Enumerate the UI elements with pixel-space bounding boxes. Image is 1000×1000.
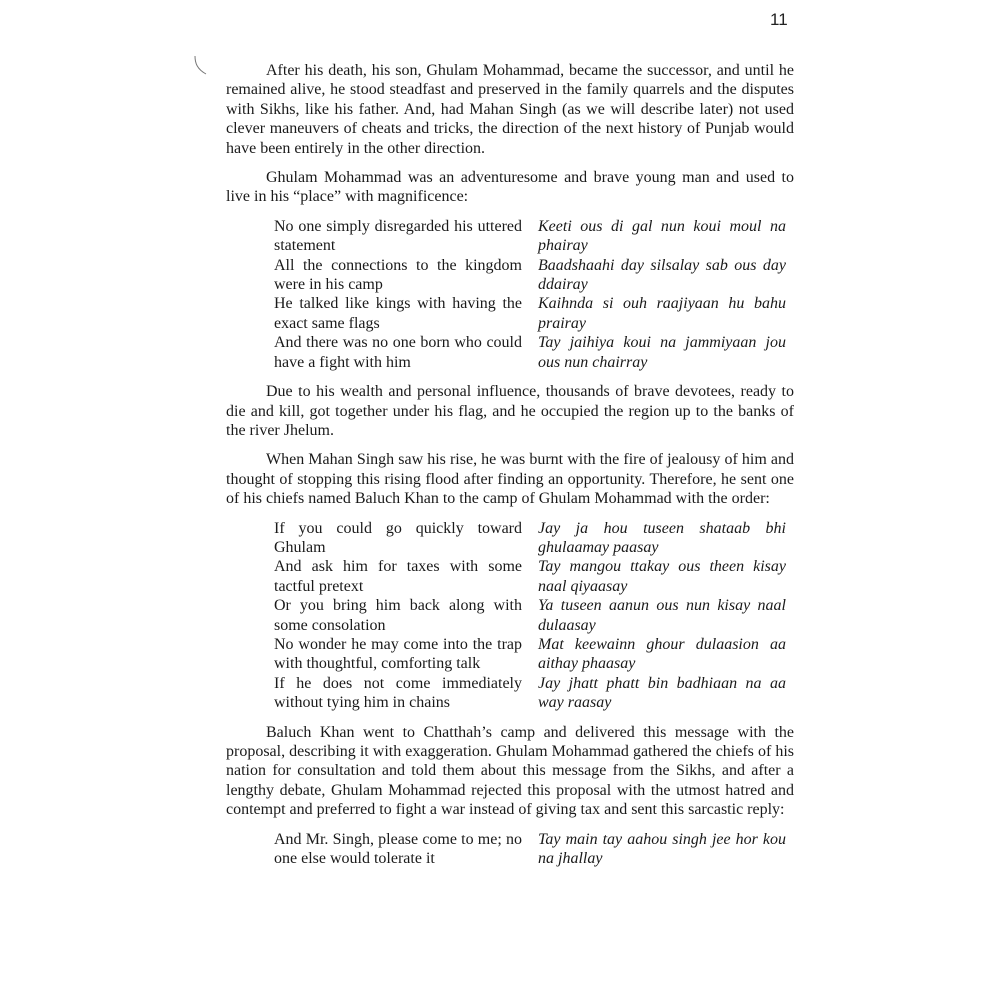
verse-punjabi: Mat keewainn ghour dulaasion aa aithay phaasay	[538, 635, 786, 673]
paragraph-ghulam-magnificence: Ghulam Mohammad was an adventuresome and brave young man and used to live in his “place” with magnificence:	[226, 169, 794, 206]
verse-english: If you could go quickly toward Ghulam	[274, 519, 522, 556]
verse-block-magnificence	[274, 217, 786, 372]
verse-english: No wonder he may come into the trap with thoughtful, comforting talk	[274, 635, 522, 673]
paragraph-devotees: Due to his wealth and personal influence, thousands of brave devotees, ready to die and kill, got together under his flag, and he occupied the region up to the banks of the river Jhelum.	[226, 383, 794, 439]
verse-row	[274, 635, 786, 674]
margin-pencil-mark	[193, 55, 209, 77]
verse-english: Or you bring him back along with some consolation	[274, 597, 522, 634]
verse-english: No one simply disregarded his uttered statement	[274, 217, 522, 255]
verse-punjabi: Tay mangou ttakay ous theen kisay naal qiyaasay	[538, 558, 786, 595]
paragraph-mahan-singh-jealousy: When Mahan Singh saw his rise, he was burnt with the fire of jealousy of him and thought of stopping this rising flood after finding an opportunity. Therefore, he sent one of his chiefs named Baluch Khan to the camp of Ghulam Mohammad with the order:	[226, 451, 794, 508]
verse-punjabi: Kaihnda si ouh raajiyaan hu bahu prairay	[538, 295, 786, 332]
verse-english: And ask him for taxes with some tactful pretext	[274, 558, 522, 595]
verse-punjabi: Jay jhatt phatt bin badhiaan na aa way raasay	[538, 674, 786, 712]
verse-row	[274, 217, 786, 256]
verse-punjabi: Ya tuseen aanun ous nun kisay naal dulaasay	[538, 597, 786, 634]
verse-english: And there was no one born who could have a fight with him	[274, 334, 522, 371]
verse-row	[274, 830, 786, 869]
paragraph-baluch-khan: Baluch Khan went to Chatthah’s camp and delivered this message with the proposal, describing it with exaggeration. Ghulam Mohammad gathered the chiefs of his nation for consultation and told them about this message from the Sikhs, and after a lengthy debate, Ghulam Mohammad rejected this proposal with the utmost hatred and contempt and preferred to fight a war instead of giving tax and sent this sarcastic reply:	[226, 723, 794, 819]
verse-punjabi: Keeti ous di gal nun koui moul na phairay	[538, 217, 786, 255]
page-body	[226, 61, 794, 878]
verse-punjabi: Tay main tay aahou singh jee hor kou na jhallay	[538, 830, 786, 868]
verse-row	[274, 557, 786, 596]
verse-row	[274, 596, 786, 635]
verse-punjabi: Baadshaahi day silsalay sab ous day ddairay	[538, 256, 786, 294]
verse-block-reply	[274, 830, 786, 869]
paragraph-ghulam-successor: After his death, his son, Ghulam Mohammad, became the successor, and until he remained alive, he stood steadfast and preserved in the family quarrels and the disputes with Sikhs, like his father. And, had Mahan Singh (as we will describe later) not used clever maneuvers of cheats and tricks, the direction of the next history of Punjab would have been entirely in the other direction.	[226, 62, 794, 157]
verse-row	[274, 519, 786, 558]
verse-row	[274, 333, 786, 372]
verse-row	[274, 294, 786, 333]
verse-english: He talked like kings with having the exact same flags	[274, 295, 522, 332]
verse-english: And Mr. Singh, please come to me; no one else would tolerate it	[274, 830, 522, 868]
verse-row	[274, 674, 786, 713]
verse-row	[274, 256, 786, 295]
verse-english: If he does not come immediately without tying him in chains	[274, 674, 522, 712]
page-number: 11	[770, 10, 788, 29]
verse-punjabi: Tay jaihiya koui na jammiyaan jou ous nun chairray	[538, 334, 786, 371]
verse-english: All the connections to the kingdom were in his camp	[274, 256, 522, 294]
verse-block-order	[274, 519, 786, 713]
verse-punjabi: Jay ja hou tuseen shataab bhi ghulaamay paasay	[538, 519, 786, 556]
